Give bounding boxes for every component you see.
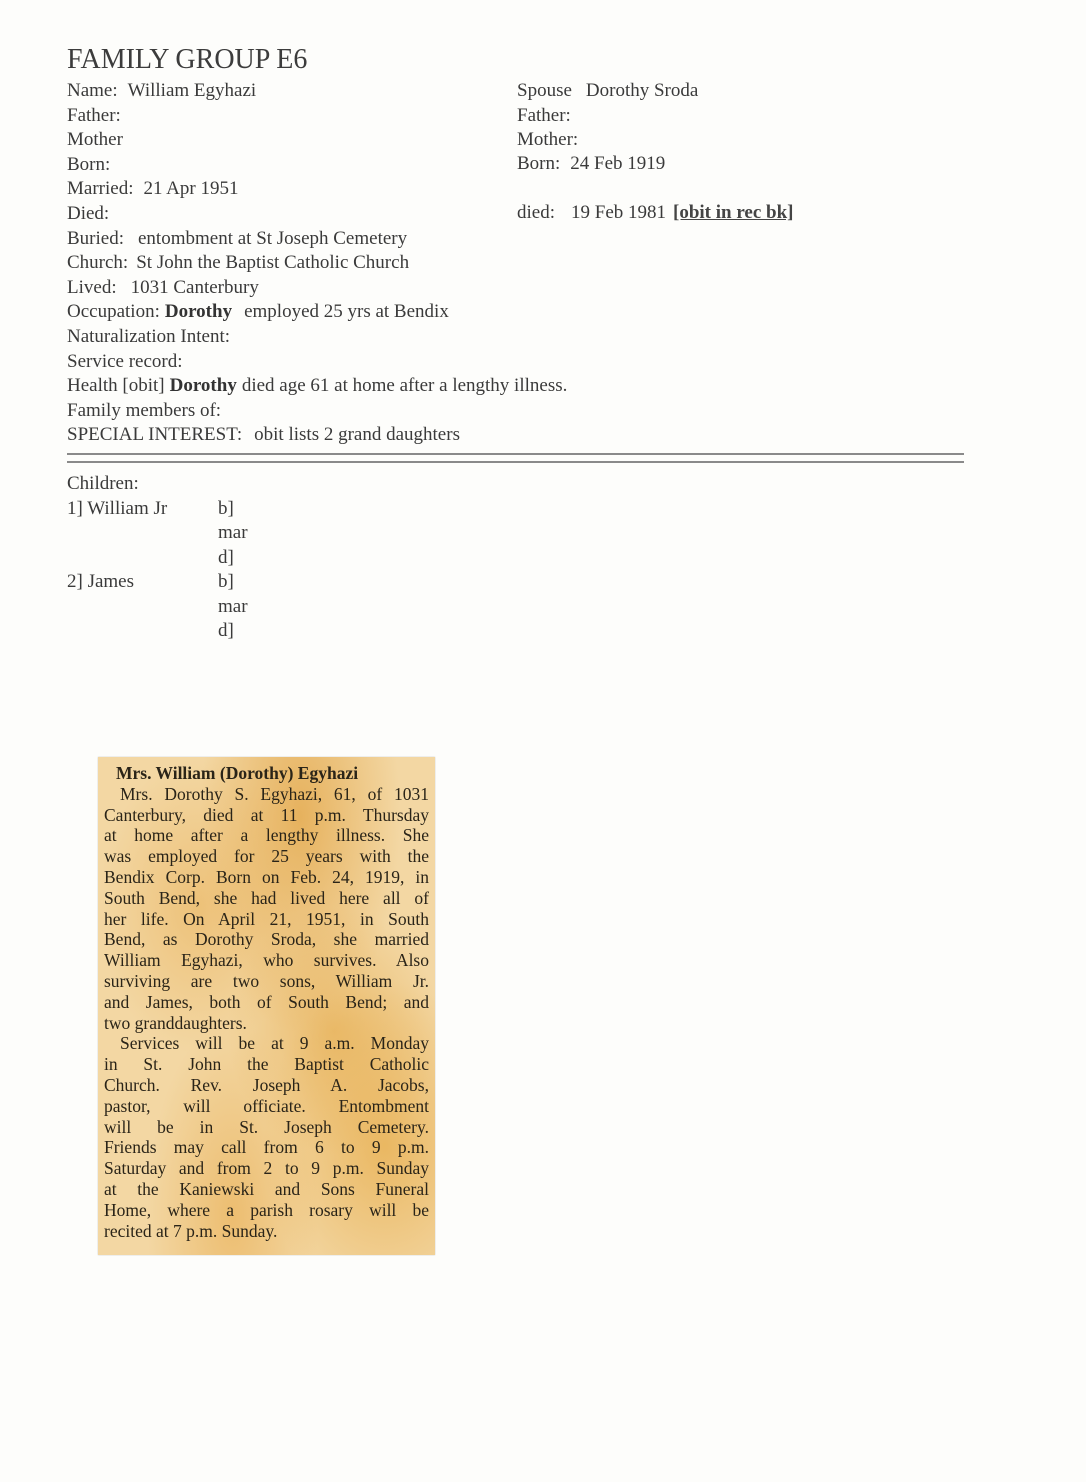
service-record-label: Service record:	[67, 351, 183, 372]
obituary-text	[104, 763, 429, 1241]
lived-value: 1031 Canterbury	[130, 277, 259, 298]
obituary-line: surviving are two sons, William Jr.	[104, 970, 429, 991]
obituary-line: Services will be at 9 a.m. Monday	[120, 1033, 429, 1054]
child-married-label: mar	[218, 522, 248, 543]
obituary-line: Bend, as Dorothy Sroda, she married	[104, 929, 429, 950]
spouse-name-row	[517, 79, 698, 103]
health-person: Dorothy	[169, 375, 237, 396]
naturalization-label: Naturalization Intent:	[67, 326, 231, 347]
obituary-line: Canterbury, died at 11 p.m. Thursday	[104, 804, 429, 825]
health-value: died age 61 at home after a lengthy illness.	[241, 375, 568, 396]
buried-value: entombment at St Joseph Cemetery	[138, 228, 408, 249]
obituary-line: pastor, will officiate. Entombment	[104, 1095, 429, 1116]
spouse-born-label: Born:	[517, 153, 561, 174]
lived-label: Lived:	[67, 277, 117, 298]
obituary-line: two granddaughters.	[104, 1012, 247, 1033]
spouse-died-row	[517, 201, 794, 225]
double-rule-divider	[67, 453, 964, 463]
occupation-row	[67, 300, 449, 324]
child-died-label: d]	[218, 547, 234, 568]
obituary-clipping	[98, 757, 435, 1255]
church-label: Church:	[67, 252, 129, 273]
obituary-line: Home, where a parish rosary will be	[104, 1199, 429, 1220]
lived-row	[67, 276, 259, 300]
child-married-label: mar	[218, 596, 248, 617]
occupation-value: employed 25 yrs at Bendix	[244, 301, 449, 322]
church-row	[67, 251, 409, 275]
obituary-line: Bendix Corp. Born on Feb. 24, 1919, in	[104, 866, 429, 887]
children-label: Children:	[67, 473, 139, 494]
health-row	[67, 374, 567, 398]
occupation-label: Occupation:	[67, 301, 160, 322]
married-row	[67, 177, 238, 201]
spouse-died-date: 19 Feb 1981	[571, 202, 666, 223]
health-label: Health [obit]	[67, 375, 165, 396]
obituary-line: at home after a lengthy illness. She	[104, 825, 429, 846]
child-name: 1] William Jr	[67, 498, 168, 519]
obituary-headline: Mrs. William (Dorothy) Egyhazi	[116, 763, 359, 783]
obituary-line: Church. Rev. Joseph A. Jacobs,	[104, 1074, 429, 1095]
husband-born-label: Born:	[67, 154, 111, 175]
child-born-label: b]	[218, 498, 234, 519]
obituary-line: in St. John the Baptist Catholic	[104, 1054, 429, 1075]
obituary-line: at the Kaniewski and Sons Funeral	[104, 1178, 429, 1199]
obituary-line: South Bend, she had lived here all of	[104, 887, 429, 908]
obit-reference-link[interactable]: [obit in rec bk]	[673, 202, 794, 223]
spouse-born-row	[517, 152, 665, 176]
special-interest-label: SPECIAL INTEREST:	[67, 424, 243, 445]
spouse-mother-label: Mother:	[517, 129, 579, 150]
obituary-line: will be in St. Joseph Cemetery.	[104, 1116, 429, 1137]
child-name: 2] James	[67, 571, 135, 592]
special-interest-value: obit lists 2 grand daughters	[254, 424, 460, 445]
husband-name: William Egyhazi	[127, 80, 257, 101]
obituary-line: Saturday and from 2 to 9 p.m. Sunday	[104, 1158, 429, 1179]
spouse-born-date: 24 Feb 1919	[570, 153, 666, 174]
page-title: FAMILY GROUP E6	[67, 44, 308, 75]
husband-mother-label: Mother	[67, 129, 123, 150]
buried-label: Buried:	[67, 228, 124, 249]
spouse-father-label: Father:	[517, 105, 571, 126]
obituary-line: recited at 7 p.m. Sunday.	[104, 1220, 278, 1241]
name-label: Name:	[67, 80, 118, 101]
married-date: 21 Apr 1951	[143, 178, 239, 199]
child-born-label: b]	[218, 571, 234, 592]
obituary-line: William Egyhazi, who survives. Also	[104, 950, 429, 971]
husband-name-row	[67, 79, 256, 103]
obituary-line: Friends may call from 6 to 9 p.m.	[104, 1137, 429, 1158]
church-value: St John the Baptist Catholic Church	[136, 252, 410, 273]
spouse-name: Dorothy Sroda	[585, 80, 699, 101]
obituary-line: and James, both of South Bend; and	[104, 991, 429, 1012]
husband-father-label: Father:	[67, 105, 121, 126]
occupation-person: Dorothy	[164, 301, 233, 322]
spouse-label: Spouse	[517, 80, 572, 101]
special-interest-row	[67, 423, 460, 447]
married-label: Married:	[67, 178, 134, 199]
family-members-label: Family members of:	[67, 400, 222, 421]
obituary-line: Mrs. Dorothy S. Egyhazi, 61, of 1031	[120, 783, 429, 804]
husband-died-label: Died:	[67, 203, 110, 224]
child-died-label: d]	[218, 620, 234, 641]
spouse-died-label: died:	[517, 202, 555, 223]
buried-row	[67, 227, 407, 251]
obituary-line: her life. On April 21, 1951, in South	[104, 908, 429, 929]
obituary-line: was employed for 25 years with the	[104, 846, 429, 867]
